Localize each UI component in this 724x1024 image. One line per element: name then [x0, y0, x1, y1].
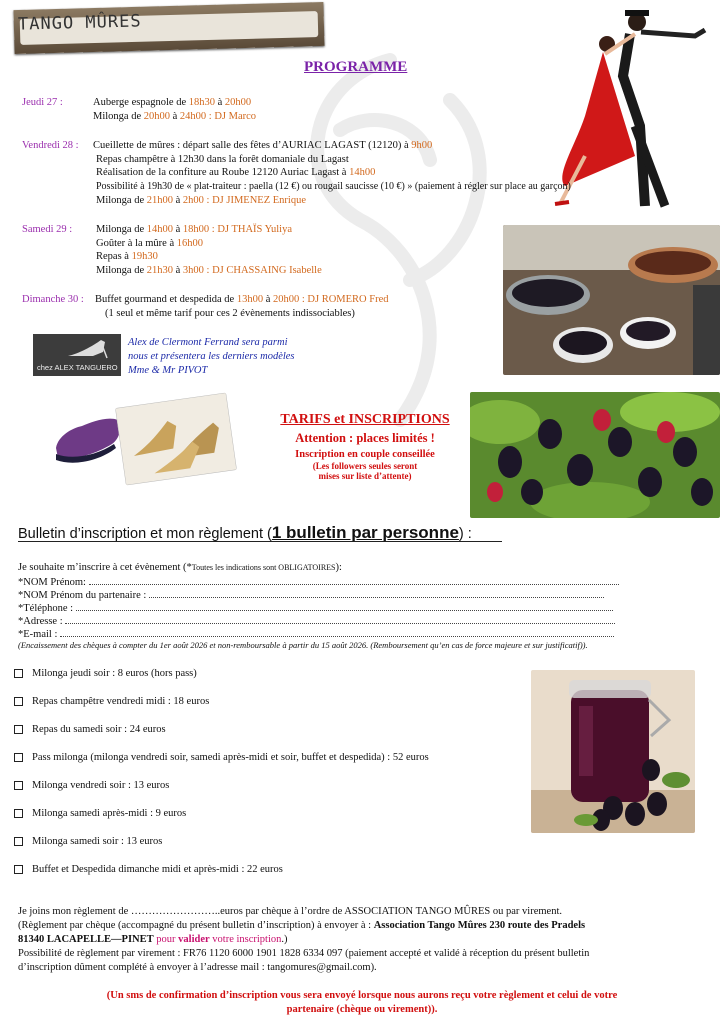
field-adresse[interactable]: *Adresse : — [18, 614, 615, 627]
tarifs-block — [255, 412, 475, 481]
field-email[interactable]: *E-mail : — [18, 627, 614, 640]
jeudi-line-2: Milonga de 20h00 à 24h00 : DJ Marco — [93, 111, 257, 122]
checkbox[interactable] — [14, 781, 23, 790]
checkbox[interactable] — [14, 697, 23, 706]
sms-confirmation-1: (Un sms de confirmation d’inscription vous sera envoyé lorsque nous aurons reçu votre règlement et celui de votre — [106, 990, 618, 1001]
followers-text-2: mises sur liste d’attente) — [318, 471, 412, 481]
field-nom-prenom[interactable]: *NOM Prénom: — [18, 575, 619, 588]
vendredi-line-3: Réalisation de la confiture au Roube 12120 Auriac Lagast à 14h00 — [96, 167, 376, 178]
option-repas-samedi[interactable]: Repas du samedi soir : 24 euros — [14, 724, 166, 735]
bulletin-title: Bulletin d’inscription et mon règlement (1 bulletin par personne) : — [18, 523, 472, 542]
blackberries-photo — [470, 392, 720, 518]
dimanche-line-2: (1 seul et même tarif pour ces 2 évènements indissociables) — [105, 308, 355, 319]
alex-line-1: Alex de Clermont Ferrand sera parmi — [128, 337, 288, 348]
payment-line-3: 81340 LACAPELLE—PINET pour valider votre inscription.) — [18, 934, 288, 945]
sms-confirmation-2: partenaire (chèque ou virement)). — [286, 1004, 438, 1015]
samedi-line-4: Milonga de 21h30 à 3h00 : DJ CHASSAING Isabelle — [96, 265, 322, 276]
payment-line-5: d’inscription dûment complété à envoyer à l’adresse mail : tangomures@gmail.com). — [18, 962, 377, 973]
option-milonga-samedi-soir[interactable]: Milonga samedi soir : 13 euros — [14, 836, 162, 847]
alex-tanguero-logo — [33, 334, 121, 376]
payment-line-2: (Règlement par chèque (accompagné du présent bulletin d’inscription) à envoyer à : Association Tango Mûres 230 route des Pradels — [18, 920, 586, 931]
programme-title: PROGRAMME — [304, 59, 408, 75]
alex-line-2: nous et présentera les derniers modèles — [128, 351, 295, 362]
vendredi-line-2: Repas champêtre à 12h30 dans la forêt domaniale du Lagast — [96, 154, 349, 165]
samedi-line-3: Repas à 19h30 — [96, 251, 158, 262]
checkbox[interactable] — [14, 837, 23, 846]
jam-cooking-photo — [503, 225, 720, 375]
day-label-jeudi: Jeudi 27 : — [22, 97, 63, 108]
bulletin-intro: Je souhaite m’inscrire à cet évènement (*Toutes les indications sont OBLIGATOIRES): — [18, 562, 342, 573]
purple-shoe-image — [52, 408, 124, 472]
encaissement-note: (Encaissement des chèques à compter du 1er août 2026 et non-remboursable à partir du 15 août 2026. (Remboursement qu’en cas de force majeure et sur justificatif)). — [18, 640, 588, 650]
checkbox[interactable] — [14, 669, 23, 678]
jam-jar-photo — [531, 670, 695, 833]
day-label-dimanche: Dimanche 30 : — [22, 294, 84, 305]
bulletin-underline — [18, 541, 502, 542]
field-telephone[interactable]: *Téléphone : — [18, 601, 613, 614]
option-milonga-jeudi[interactable]: Milonga jeudi soir : 8 euros (hors pass) — [14, 668, 197, 679]
option-pass-milonga[interactable]: Pass milonga (milonga vendredi soir, samedi après-midi et soir, buffet et despedida) : 52 euros — [14, 752, 429, 763]
samedi-line-2: Goûter à la mûre à 16h00 — [96, 238, 204, 249]
payment-line-1: Je joins mon règlement de ……………………..euros par chèque à l’ordre de ASSOCIATION TANGO MÛRES ou par virement. — [18, 906, 562, 917]
dimanche-line-1: Buffet gourmand et despedida de 13h00 à 20h00 : DJ ROMERO Fred — [95, 294, 389, 305]
field-nom-partenaire[interactable]: *NOM Prénom du partenaire : — [18, 588, 604, 601]
checkbox[interactable] — [14, 725, 23, 734]
couple-text: Inscription en couple conseillée — [295, 449, 435, 460]
attention-text: Attention : places limités ! — [295, 431, 435, 445]
logo-text: TANGO MÛRES — [17, 11, 142, 35]
tango-dancers-image — [545, 6, 720, 216]
samedi-line-1: Milonga de 14h00 à 18h00 : DJ THAÏS Yuliya — [96, 224, 293, 235]
tarifs-title: TARIFS et INSCRIPTIONS — [280, 412, 450, 427]
vendredi-line-1: Cueillette de mûres : départ salle des fêtes d’AURIAC LAGAST (12120) à 9h00 — [93, 140, 433, 151]
gold-shoes-photo — [115, 393, 237, 486]
alex-line-3: Mme & Mr PIVOT — [128, 365, 208, 376]
day-label-vendredi: Vendredi 28 : — [22, 140, 79, 151]
option-milonga-samedi-am[interactable]: Milonga samedi après-midi : 9 euros — [14, 808, 186, 819]
payment-line-4: Possibilité de règlement par virement : FR76 1120 6000 1901 1828 6334 097 (paiement accepté et validé à réception du présent bulletin — [18, 948, 590, 959]
checkbox[interactable] — [14, 809, 23, 818]
option-buffet-despedida[interactable]: Buffet et Despedida dimanche midi et après-midi : 22 euros — [14, 864, 283, 875]
option-repas-vendredi[interactable]: Repas champêtre vendredi midi : 18 euros — [14, 696, 209, 707]
vendredi-line-5: Milonga de 21h00 à 2h00 : DJ JIMENEZ Enrique — [96, 195, 306, 206]
jeudi-line-1: Auberge espagnole de 18h30 à 20h00 — [93, 97, 252, 108]
followers-text-1: (Les followers seules seront — [312, 461, 418, 471]
alex-logo-text: chez ALEX TANGUERO — [37, 363, 118, 372]
vendredi-line-4: Possibilité à 19h30 de « plat-traiteur : paella (12 €) ou rougail saucisse (10 €) » (paiement à régler sur place au garçon) — [96, 181, 571, 192]
checkbox[interactable] — [14, 753, 23, 762]
shoe-icon — [33, 334, 121, 364]
day-label-samedi: Samedi 29 : — [22, 224, 73, 235]
checkbox[interactable] — [14, 865, 23, 874]
option-milonga-vendredi[interactable]: Milonga vendredi soir : 13 euros — [14, 780, 169, 791]
